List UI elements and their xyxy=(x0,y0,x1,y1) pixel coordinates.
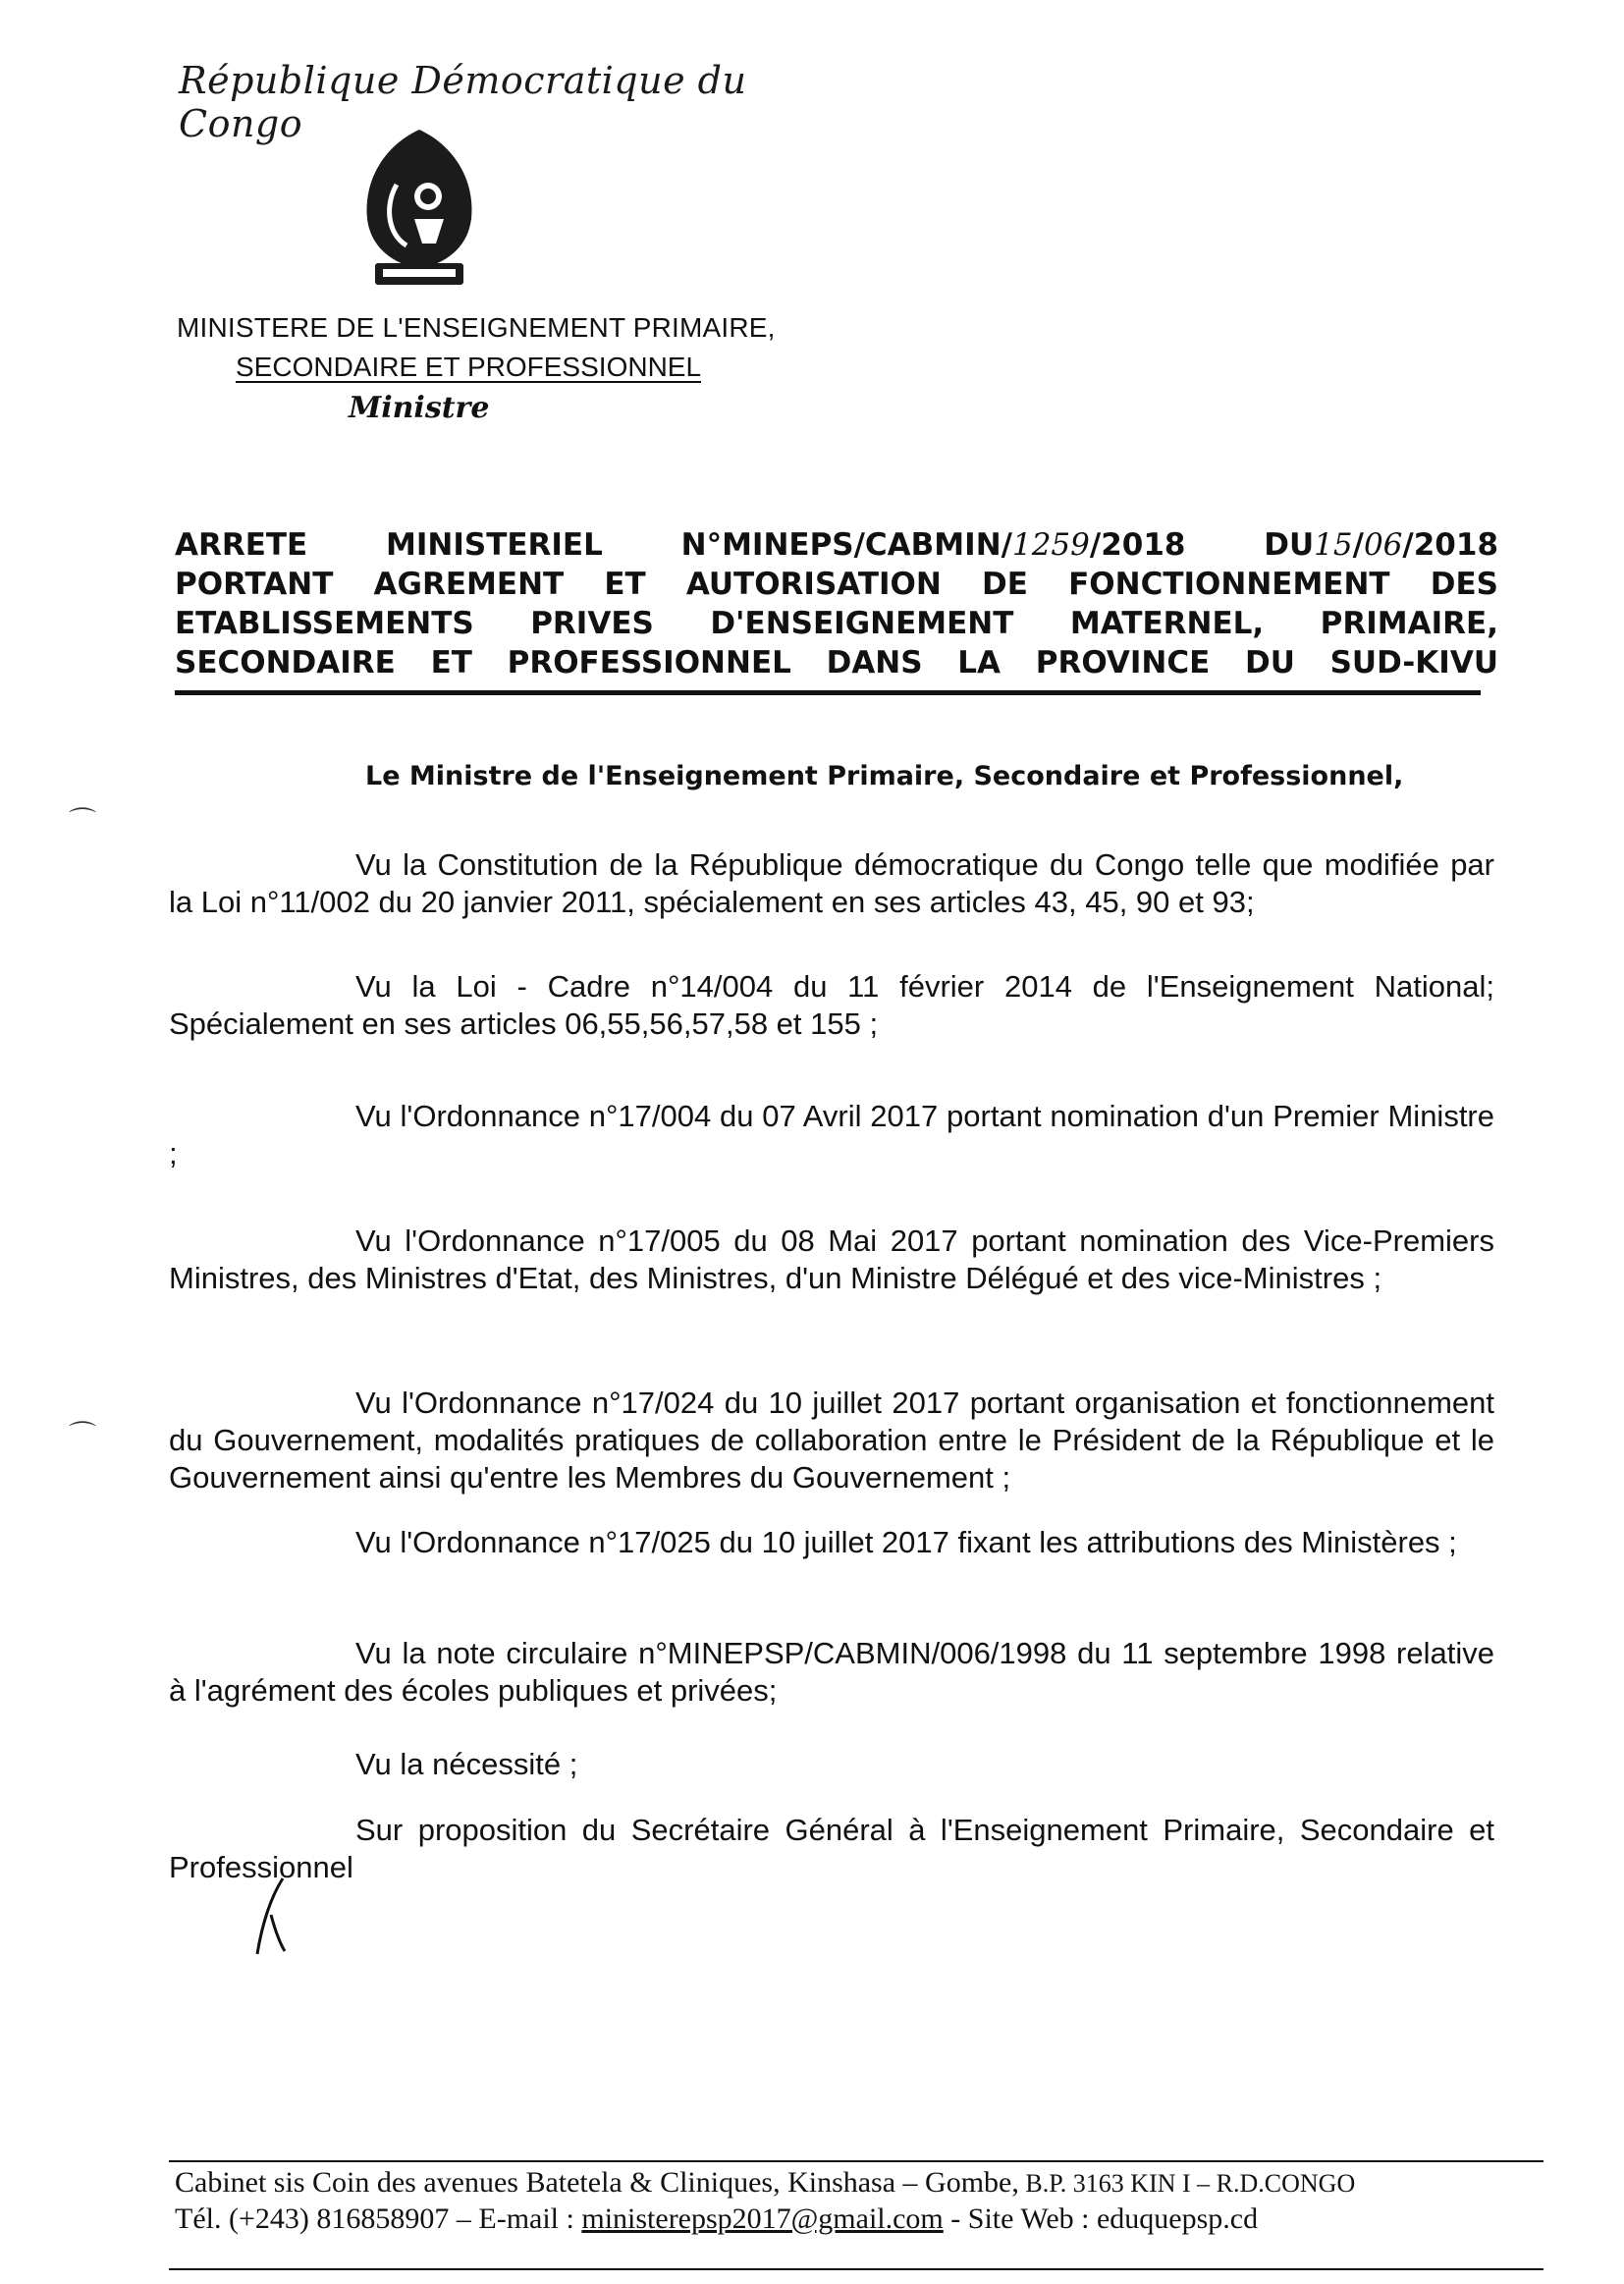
paragraph-note-circulaire: Vu la note circulaire n°MINEPSP/CABMIN/006/1998 du 11 septembre 1998 relative à l'agrément des écoles publiques et privées; xyxy=(169,1636,1494,1708)
initial-mark xyxy=(245,1871,295,1959)
paragraph-ministeres: Vu l'Ordonnance n°17/025 du 10 juillet 2017 fixant les attributions des Ministères ; xyxy=(355,1525,1457,1559)
decree-ref-year: /2018 xyxy=(1089,527,1186,563)
footer-address-main: Cabinet sis Coin des avenues Batetela & Cliniques, Kinshasa – Gombe, xyxy=(175,2166,1019,2199)
paragraph-necessite: Vu la nécessité ; xyxy=(355,1747,578,1781)
paragraph-proposition: Sur proposition du Secrétaire Général à l'Enseignement Primaire, Secondaire et Professionnel xyxy=(169,1813,1494,1884)
coat-of-arms-emblem xyxy=(346,126,493,293)
paragraph-gouvernement: Vu l'Ordonnance n°17/024 du 10 juillet 2017 portant organisation et fonctionnement du Gouvernement, modalités pratiques de collaboration entre le Président de la République et le Gouvernement ainsi qu'entre les Membres du Gouvernement ; xyxy=(169,1386,1494,1495)
country-name: République Démocratique du Congo xyxy=(179,59,747,145)
paragraph-vice-premiers: Vu l'Ordonnance n°17/005 du 08 Mai 2017 portant nomination des Vice-Premiers Ministres, des Ministres d'Etat, des Ministres, d'un Ministre Délégué et des vice-Ministres ; xyxy=(169,1224,1494,1295)
paragraph-premier-ministre: Vu l'Ordonnance n°17/004 du 07 Avril 2017 portant nomination d'un Premier Ministre ; xyxy=(169,1099,1494,1170)
footer-rule xyxy=(169,2160,1543,2162)
ministry-name-line1: MINISTERE DE L'ENSEIGNEMENT PRIMAIRE, xyxy=(177,312,776,343)
decree-reference: ARRETE MINISTERIEL N°MINEPS/CABMIN/1259/2018 DU15/06/2018 PORTANT AGREMENT ET AUTORISATION DE FONCTIONNEMENT DES ETABLISSEMENTS PRIVES D'ENSEIGNEMENT MATERNEL, PRIMAIRE, SECONDAIRE ET PROFESSIONNEL DANS LA PROVINCE DU SUD-KIVU xyxy=(175,527,1499,680)
footer-site: - Site Web : eduquepsp.cd xyxy=(943,2202,1259,2235)
decree-ref-prefix: ARRETE MINISTERIEL N°MINEPS/CABMIN/ xyxy=(175,527,1012,563)
decree-day: 15 xyxy=(1314,527,1353,563)
decree-title-line3: SECONDAIRE ET PROFESSIONNEL DANS LA PROVINCE DU SUD-KIVU xyxy=(175,645,1498,680)
footer-address-bp: B.P. 3163 KIN I – R.D.CONGO xyxy=(1018,2169,1356,2198)
decree-title-line2: ETABLISSEMENTS PRIVES D'ENSEIGNEMENT MATERNEL, PRIMAIRE, xyxy=(175,606,1498,641)
margin-mark: ⌒ xyxy=(69,1419,97,1451)
office-title: Ministre xyxy=(349,391,490,425)
margin-mark: ⌒ xyxy=(69,805,97,838)
decree-month: 06 xyxy=(1363,527,1403,563)
paragraph-loi-cadre: Vu la Loi - Cadre n°14/004 du 11 février 2014 de l'Enseignement National; Spécialement en ses articles 06,55,56,57,58 et 155 ; xyxy=(169,969,1494,1041)
footer-bottom-rule xyxy=(169,2268,1543,2270)
decree-du-label: DU xyxy=(1264,527,1315,563)
footer-email-link[interactable]: ministerepsp2017@gmail.com xyxy=(581,2202,944,2235)
decree-ref-number: 1259 xyxy=(1011,527,1090,563)
footer-address xyxy=(175,2165,1549,2237)
ministry-name-line2: SECONDAIRE ET PROFESSIONNEL xyxy=(236,352,702,382)
heading-rule xyxy=(175,690,1481,695)
decree-date-year: /2018 xyxy=(1402,527,1499,563)
paragraph-constitution: Vu la Constitution de la République démocratique du Congo telle que modifiée par la Loi n°11/002 du 20 janvier 2011, spécialement en ses articles 43, 45, 90 et 93; xyxy=(169,847,1494,919)
minister-line: Le Ministre de l'Enseignement Primaire, Secondaire et Professionnel, xyxy=(365,761,1404,791)
decree-title-line1: PORTANT AGREMENT ET AUTORISATION DE FONCTIONNEMENT DES xyxy=(175,567,1498,602)
footer-tel: Tél. (+243) 816858907 – E-mail : xyxy=(175,2202,582,2235)
